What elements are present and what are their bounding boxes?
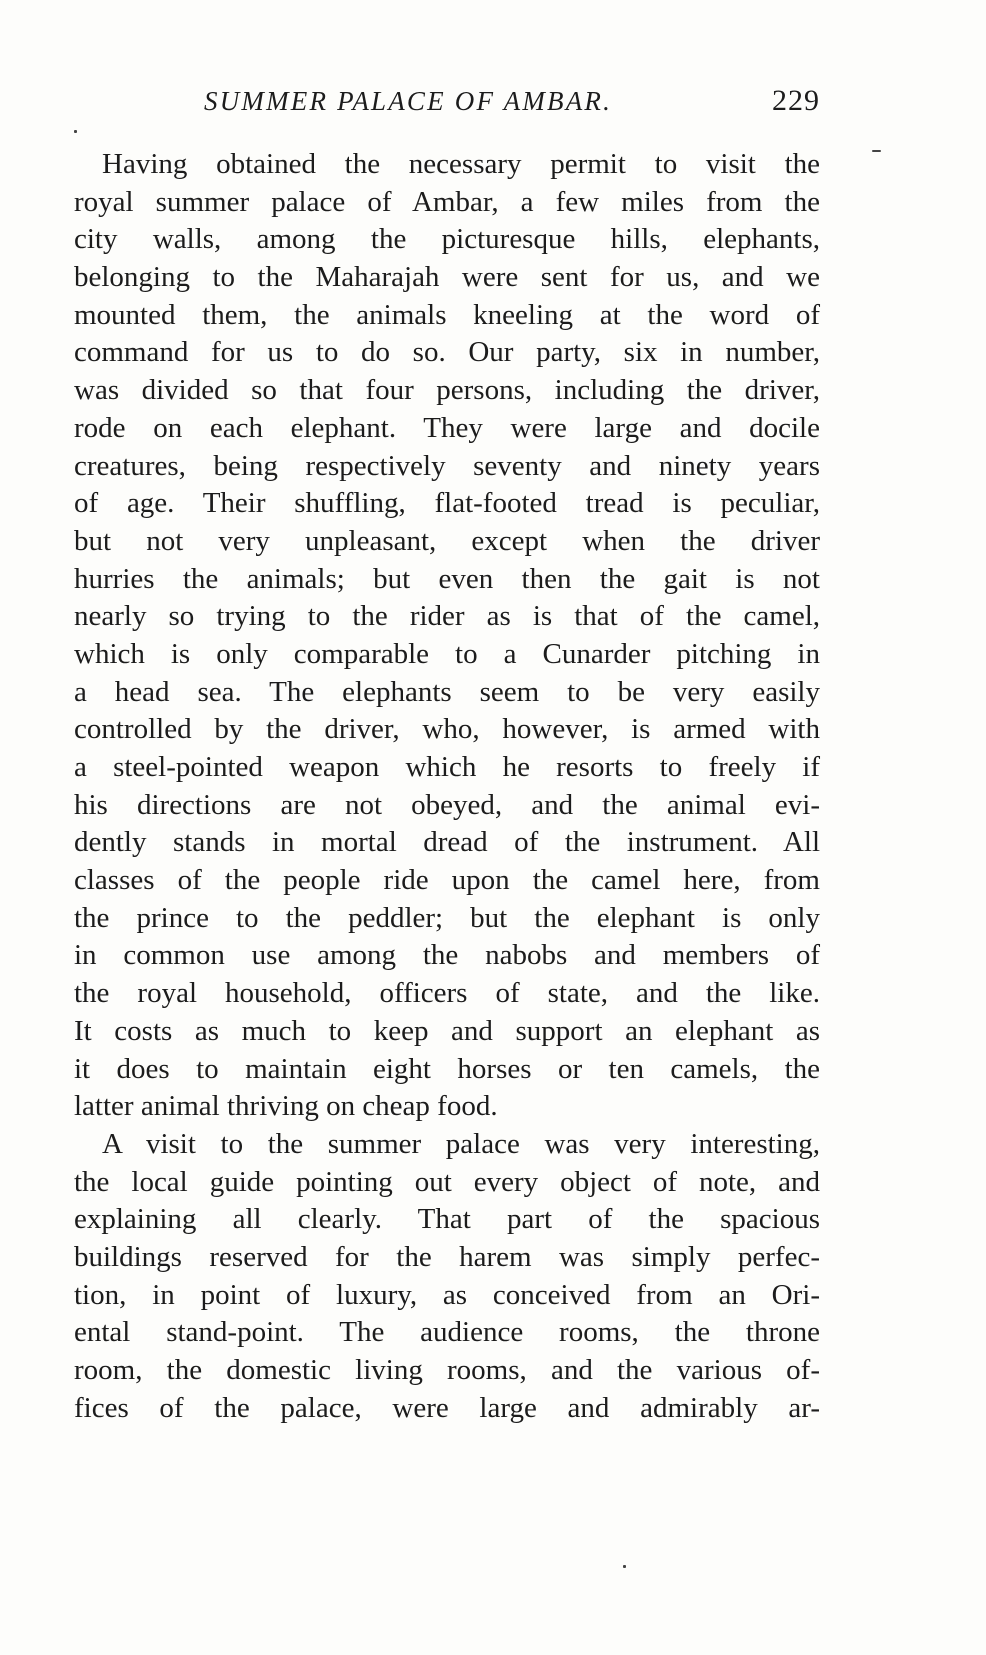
text-line: creatures, being respectively seventy and ninety years [74,449,820,482]
text-line: ental stand-point. The audience rooms, the throne [74,1316,820,1349]
text-line: explaining all clearly. That part of the spacious [74,1203,820,1236]
print-speck [623,1565,626,1568]
text-line: It costs as much to keep and support an elephant as [74,1014,820,1047]
text-line: mounted them, the animals kneeling at the word of [74,298,820,331]
text-line: controlled by the driver, who, however, is armed with [74,713,820,746]
text-line: the local guide pointing out every object of note, and [74,1165,820,1198]
running-head [74,86,820,126]
page-number: 229 [772,84,820,117]
text-line: was divided so that four persons, including the driver, [74,374,820,407]
text-line: fices of the palace, were large and admirably ar- [74,1391,820,1424]
text-line: but not very unpleasant, except when the driver [74,524,820,557]
running-title: SUMMER PALACE OF AMBAR. [204,86,613,116]
text-line: nearly so trying to the rider as is that of the camel, [74,600,820,633]
text-line: it does to maintain eight horses or ten camels, the [74,1052,820,1085]
body-text [74,146,820,1427]
text-line: of age. Their shuffling, flat-footed tread is peculiar, [74,487,820,520]
text-line: command for us to do so. Our party, six in number, [74,336,820,369]
text-line: room, the domestic living rooms, and the various of- [74,1354,820,1386]
text-line: hurries the animals; but even then the gait is not [74,562,820,595]
text-line: latter animal thriving on cheap food. [74,1090,498,1123]
text-line: his directions are not obeyed, and the animal evi- [74,788,820,821]
text-line: tion, in point of luxury, as conceived from an Ori- [74,1278,820,1311]
text-line: the prince to the peddler; but the elephant is only [74,901,820,934]
paragraph-1 [74,146,820,1126]
text-line: Having obtained the necessary permit to visit the [102,148,820,180]
text-line: classes of the people ride upon the camel here, from [74,864,820,897]
text-line: which is only comparable to a Cunarder pitching in [74,637,820,670]
text-line: city walls, among the picturesque hills, elephants, [74,223,820,256]
text-line: belonging to the Maharajah were sent for us, and we [74,261,820,294]
text-line: a steel-pointed weapon which he resorts to freely if [74,751,820,783]
print-speck [872,150,881,152]
print-speck [74,130,77,133]
text-line: rode on each elephant. They were large and docile [74,411,820,444]
text-line: buildings reserved for the harem was simply perfec- [74,1240,820,1273]
text-line: the royal household, officers of state, and the like. [74,977,820,1010]
text-line: in common use among the nabobs and members of [74,939,820,972]
paragraph-2 [74,1126,820,1428]
text-line: royal summer palace of Ambar, a few miles from the [74,185,820,218]
text-line: A visit to the summer palace was very interesting, [102,1127,820,1160]
text-line: dently stands in mortal dread of the instrument. All [74,826,820,859]
text-line: a head sea. The elephants seem to be very easily [74,675,820,708]
